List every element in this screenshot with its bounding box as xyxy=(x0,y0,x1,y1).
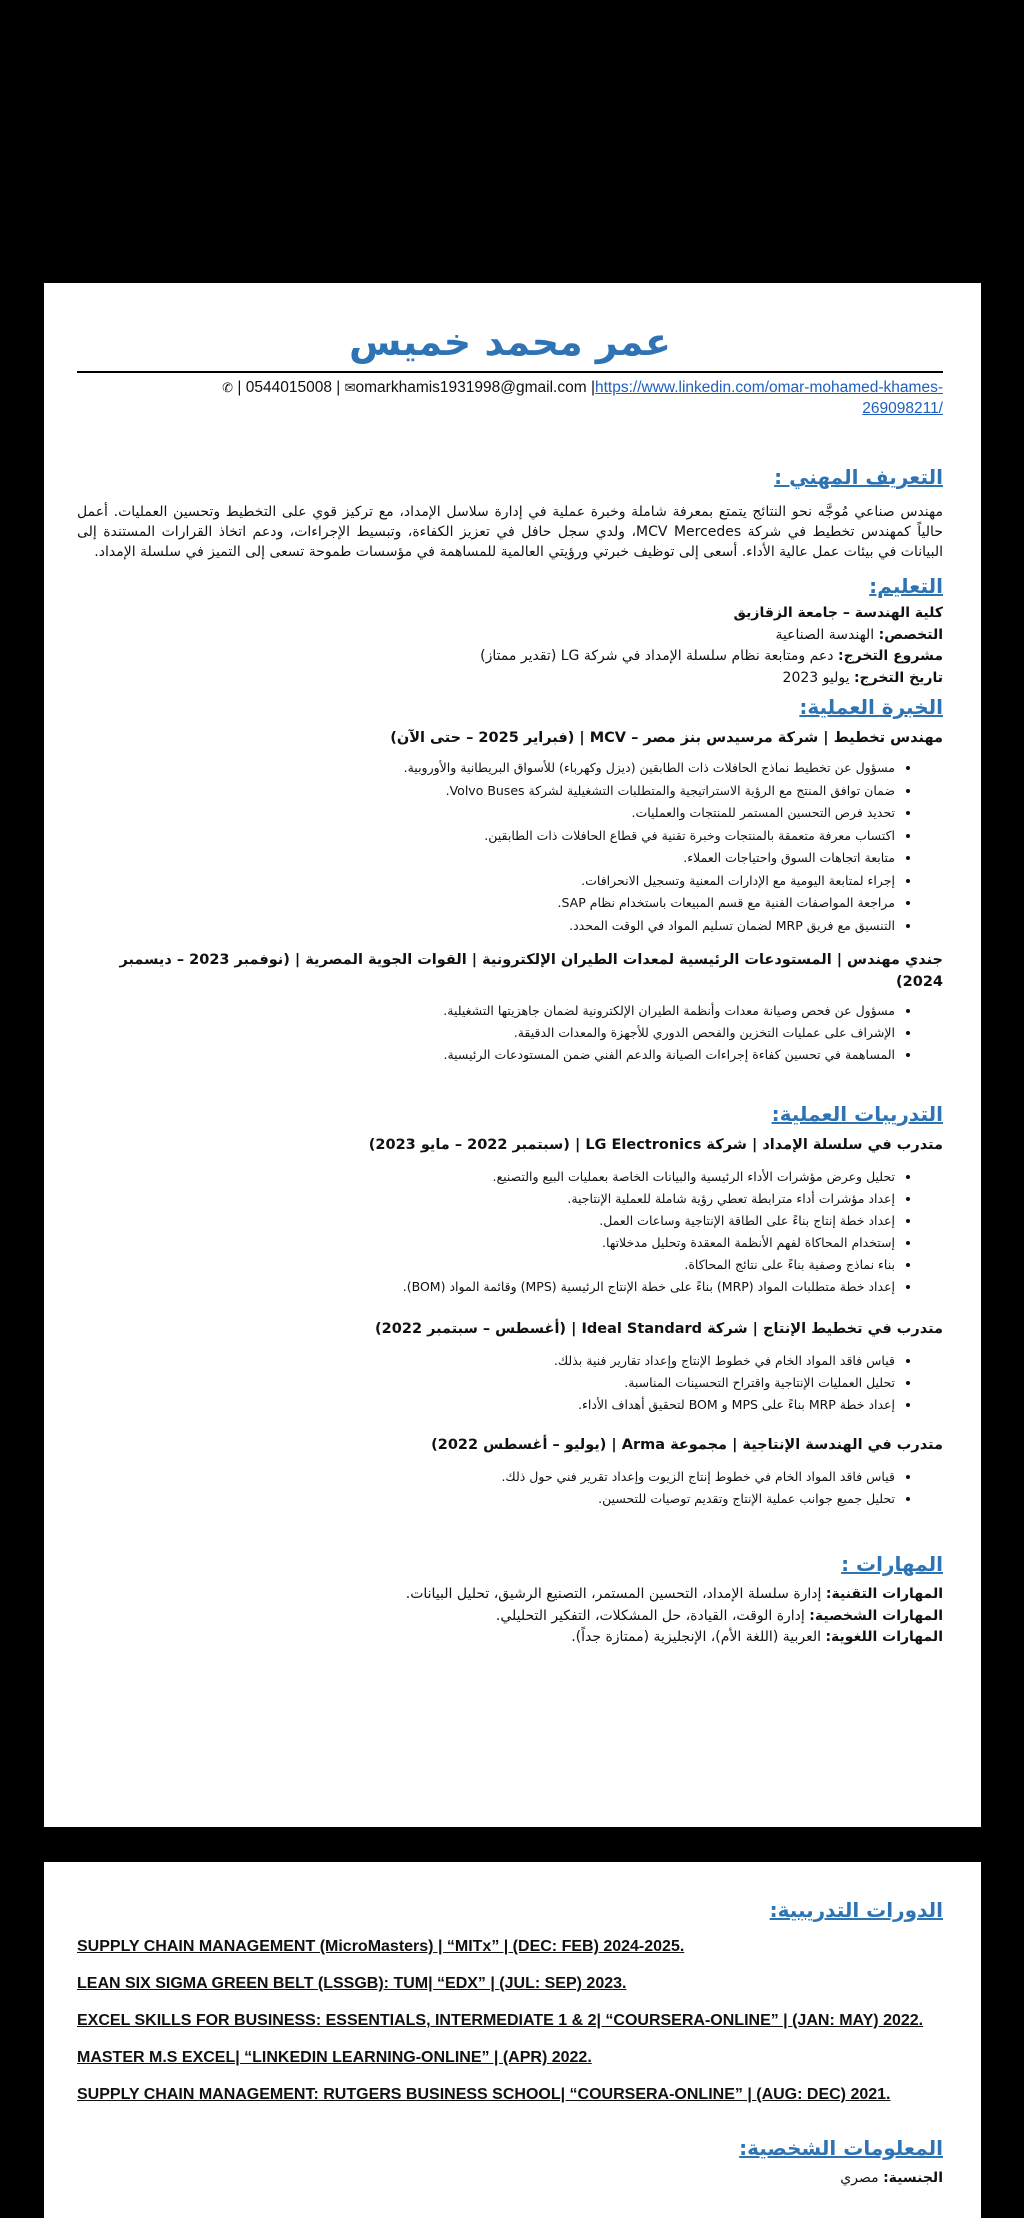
list-item: • مسؤول عن فحص وصيانة معدات وأنظمة الطيران الإلكترونية لضمان جاهزيتها التشغيلية. xyxy=(77,1000,895,1022)
mail-icon: ✉ xyxy=(344,380,356,395)
list-item: • قياس فاقد المواد الخام في خطوط الإنتاج وإعداد تقارير فنية بذلك. xyxy=(77,1350,895,1372)
section-title-education: التعليم: xyxy=(869,574,943,598)
education-graduation: تاريخ التخرج: يوليو 2023 xyxy=(782,669,943,686)
training-heading: متدرب في سلسلة الإمداد | شركة LG Electronics | (سبتمبر 2022 – مايو 2023) xyxy=(368,1137,943,1153)
cv-page-2 xyxy=(44,1862,981,2218)
course-item: LEAN SIX SIGMA GREEN BELT (LSSGB): TUM| “EDX” | (JUL: SEP) 2023. xyxy=(77,1975,627,1992)
training-heading: متدرب في تخطيط الإنتاج | شركة Ideal Standard | (أغسطس – سبتمبر 2022) xyxy=(375,1321,943,1337)
linkedin-link-cont[interactable]: 269098211/ xyxy=(862,400,943,417)
list-item: • إستخدام المحاكاة لفهم الأنظمة المعقدة وتحليل مدخلاتها. xyxy=(77,1232,895,1254)
section-title-trainings: التدريبات العملية: xyxy=(771,1102,943,1126)
phone-number: 0544015008 xyxy=(245,379,332,396)
skills-language: المهارات اللغوية: العربية (اللغة الأم)، الإنجليزية (ممتازة جداً). xyxy=(571,1629,943,1645)
list-item: • إجراء لمتابعة اليومية مع الإدارات المعنية وتسجيل الانحرافات. xyxy=(77,870,895,893)
separator: | xyxy=(336,379,341,396)
profile-summary: مهندس صناعي مُوجَّه نحو النتائج يتمتع بمعرفة شاملة وخبرة عملية في إدارة سلاسل الإمداد، مع تركيز قوي على التخطيط وتحسين العمليات. أعمل حالياً كمهندس تخطيط في شركة MCV Mercedes، ولدي سجل حافل في تعزيز الكفاءة، وتبسيط الإجراءات، ودعم اتخاذ القرارات المستندة إلى البيانات في بيئات عمل عالية الأداء. أسعى إلى توظيف خبرتي ورؤيتي العالمية للمساهمة في مؤسسات طموحة تسعى إلى التميز في سلسلة الإمداد. xyxy=(77,504,943,560)
course-item: MASTER M.S EXCEL| “LINKEDIN LEARNING-ONLINE” | (APR) 2022. xyxy=(77,2049,592,2066)
course-item: SUPPLY CHAIN MANAGEMENT (MicroMasters) | “MITx” | (DEC: FEB) 2024-2025. xyxy=(77,1938,685,1955)
list-item: • تحليل جميع جوانب عملية الإنتاج وتقديم توصيات للتحسين. xyxy=(77,1488,895,1510)
list-item: • إعداد خطة إنتاج بناءً على الطاقة الإنتاجية وساعات العمل. xyxy=(77,1210,895,1232)
section-title-experience: الخبرة العملية: xyxy=(799,695,943,719)
list-item: • تحليل العمليات الإنتاجية واقتراح التحسينات المناسبة. xyxy=(77,1372,895,1394)
training-bullets xyxy=(77,1466,943,1510)
section-title-profile: التعريف المهني : xyxy=(774,465,943,489)
list-item: • ضمان توافق المنتج مع الرؤية الاستراتيجية والمتطلبات التشغيلية لشركة Volvo Buses. xyxy=(77,780,895,803)
section-title-personal: المعلومات الشخصية: xyxy=(739,2136,943,2160)
cv-page-1 xyxy=(44,283,981,1827)
separator: | xyxy=(590,379,595,396)
list-item: • بناء نماذج وصفية بناءً على نتائج المحاكاة. xyxy=(77,1254,895,1276)
skills-technical: المهارات التقنية: إدارة سلسلة الإمداد، التحسين المستمر، التصنيع الرشيق، تحليل البيانات. xyxy=(405,1586,943,1602)
education-faculty: كلية الهندسة – جامعة الزقازيق xyxy=(733,605,943,621)
job-heading: جندي مهندس | المستودعات الرئيسية لمعدات الطيران الإلكترونية | القوات الجوية المصرية | (نوفمبر 2023 – ديسمبر 2024) xyxy=(119,952,943,990)
list-item: • اكتساب معرفة متعمقة بالمنتجات وخبرة تقنية في قطاع الحافلات ذات الطابقين. xyxy=(77,825,895,848)
list-item: • تحليل وعرض مؤشرات الأداء الرئيسية والبيانات الخاصة بعمليات البيع والتصنيع. xyxy=(77,1166,895,1188)
section-title-skills: المهارات : xyxy=(841,1552,943,1576)
list-item: • المساهمة في تحسين كفاءة إجراءات الصيانة والدعم الفني ضمن المستودعات الرئيسية. xyxy=(77,1044,895,1066)
education-project: مشروع التخرج: دعم ومتابعة نظام سلسلة الإمداد في شركة LG (تقدير ممتاز) xyxy=(480,648,943,664)
list-item: • قياس فاقد المواد الخام في خطوط إنتاج الزيوت وإعداد تقرير فني حول ذلك. xyxy=(77,1466,895,1488)
candidate-name: عمر محمد خميس xyxy=(349,320,671,364)
skills-personal: المهارات الشخصية: إدارة الوقت، القيادة، حل المشكلات، التفكير التحليلي. xyxy=(495,1607,943,1624)
list-item: • الإشراف على عمليات التخزين والفحص الدوري للأجهزة والمعدات الدقيقة. xyxy=(77,1022,895,1044)
list-item: • مسؤول عن تخطيط نماذج الحافلات ذات الطابقين (ديزل وكهرباء) للأسواق البريطانية والأوروبية. xyxy=(77,757,895,780)
contact-line xyxy=(77,371,943,419)
list-item: • متابعة اتجاهات السوق واحتياجات العملاء. xyxy=(77,847,895,870)
list-item: • التنسيق مع فريق MRP لضمان تسليم المواد في الوقت المحدد. xyxy=(77,915,895,938)
training-bullets xyxy=(77,1166,943,1298)
job-heading: مهندس تخطيط | شركة مرسيدس بنز مصر – MCV | (فبراير 2025 – حتى الآن) xyxy=(390,730,943,746)
email-address[interactable]: omarkhamis1931998@gmail.com xyxy=(355,379,587,396)
training-bullets xyxy=(77,1350,943,1416)
education-major: التخصص: الهندسة الصناعية xyxy=(775,626,943,643)
separator: | xyxy=(237,379,242,396)
job-bullets xyxy=(77,757,943,937)
phone-icon: ✆ xyxy=(222,380,234,395)
list-item: • إعداد خطة متطلبات المواد (MRP) بناءً على خطة الإنتاج الرئيسية (MPS) وقائمة المواد (BOM). xyxy=(77,1276,895,1298)
personal-nationality: الجنسية: مصري xyxy=(840,2170,943,2186)
list-item: • مراجعة المواصفات الفنية مع قسم المبيعات باستخدام نظام SAP. xyxy=(77,892,895,915)
linkedin-link[interactable]: https://www.linkedin.com/omar-mohamed-khames- xyxy=(594,379,943,396)
list-item: • إعداد خطة MRP بناءً على MPS و BOM لتحقيق أهداف الأداء. xyxy=(77,1394,895,1416)
list-item: • إعداد مؤشرات أداء مترابطة تعطي رؤية شاملة للعملية الإنتاجية. xyxy=(77,1188,895,1210)
training-heading: متدرب في الهندسة الإنتاجية | مجموعة Arma | (يوليو – أغسطس 2022) xyxy=(431,1437,943,1453)
section-title-courses: الدورات التدريبية: xyxy=(769,1898,943,1922)
list-item: • تحديد فرص التحسين المستمر للمنتجات والعمليات. xyxy=(77,802,895,825)
course-item: EXCEL SKILLS FOR BUSINESS: ESSENTIALS, INTERMEDIATE 1 & 2| “COURSERA-ONLINE” | (JAN: MAY) 2022. xyxy=(77,2012,924,2029)
course-item: SUPPLY CHAIN MANAGEMENT: RUTGERS BUSINESS SCHOOL| “COURSERA-ONLINE” | (AUG: DEC) 2021. xyxy=(77,2086,891,2103)
job-bullets xyxy=(77,1000,943,1066)
